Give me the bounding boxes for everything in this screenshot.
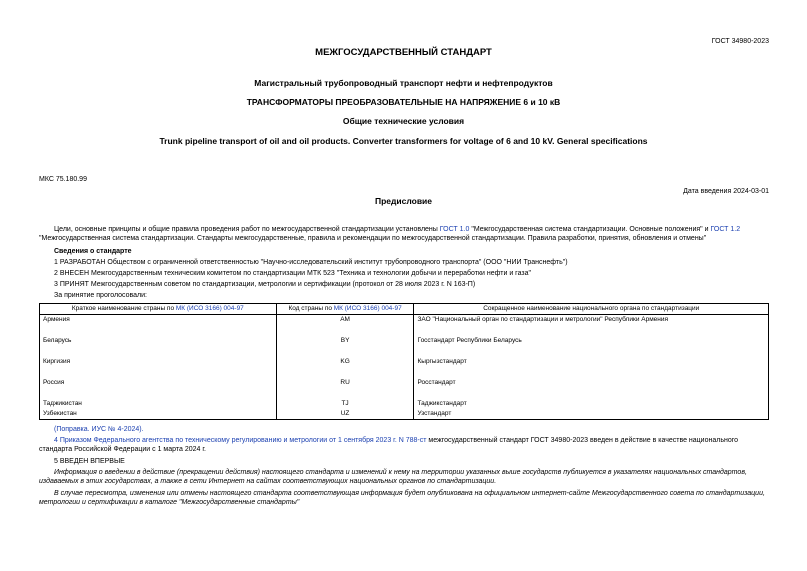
title-english: Trunk pipeline transport of oil and oil products. Converter transformers for voltage of 6 and 10 kV. General specifications [159, 136, 648, 146]
info-item-3: 3 ПРИНЯТ Межгосударственным советом по стандартизации, метрологии и сертификации (протокол от 28 июля 2023 г. N 163-П) [54, 281, 476, 288]
table-row [40, 409, 769, 420]
item4-text: межгосударственный стандарт ГОСТ 34980-2023 введен в действие в качестве национального стандарта Российской Федерации с 1 марта 2024 г. [39, 437, 739, 453]
table-row [40, 357, 769, 378]
p1-text-c: "Межгосударственная система стандартизации. Стандарты межгосударственные, правила и рекомендации по межгосударственной стандартизации. Правила разработки, принятия, обновления и отмены" [39, 234, 707, 242]
country-cell: Беларусь [40, 336, 277, 357]
table-row [40, 399, 769, 409]
country-cell: Таджикистан [40, 399, 277, 409]
countries-table [39, 303, 769, 420]
col-code-header [276, 304, 414, 315]
mk-iso-link-2[interactable]: МК (ИСО 3166) 004-97 [333, 305, 402, 312]
code-cell: UZ [276, 409, 414, 420]
info-heading: Сведения о стандарте [54, 248, 132, 255]
code-cell: RU [276, 378, 414, 399]
info-paragraph-2: В случае пересмотра, изменения или отмены настоящего стандарта соответствующая информация будет опубликована на официальном интернет-сайте Межгосударственного совета по стандартизации, метрологии и сертификации в каталоге "Межгосударственные стандарты" [39, 490, 765, 506]
body-cell: Таджикстандарт [414, 399, 769, 409]
gost-1-0-link[interactable]: ГОСТ 1.0 [439, 226, 470, 233]
title-line-3: Общие технические условия [342, 116, 465, 126]
gost-1-2-link[interactable]: ГОСТ 1.2 [710, 226, 741, 233]
code-cell: KG [276, 357, 414, 378]
vote-label: За принятие проголосовали: [54, 292, 147, 299]
foreword-paragraph [39, 226, 769, 244]
col1-text: Краткое наименование страны по [71, 305, 176, 312]
introduction-date: Дата введения 2024-03-01 [683, 188, 769, 195]
info-item-1: 1 РАЗРАБОТАН Обществом с ограниченной ответственностью "Научно-исследовательский институт трубопроводного транспорта" (ООО "НИИ Транснефть") [54, 259, 568, 266]
body-cell: Узстандарт [414, 409, 769, 420]
gost-code: ГОСТ 34980-2023 [711, 38, 769, 45]
table-header-row [40, 304, 769, 315]
info-item-4 [39, 437, 769, 455]
table-row [40, 315, 769, 336]
body-cell: Кыргызстандарт [414, 357, 769, 378]
table-row [40, 336, 769, 357]
mks-code: МКС 75.180.99 [39, 176, 87, 183]
country-cell: Узбекистан [40, 409, 277, 420]
col2-text: Код страны по [288, 305, 334, 312]
doc-type-heading: МЕЖГОСУДАРСТВЕННЫЙ СТАНДАРТ [315, 47, 492, 58]
info-paragraph-1: Информация о введении в действие (прекращении действия) настоящего стандарта и изменений к нему на территории указанных выше государств публикуется в указателях национальных стандартов, издаваемых в этих государствах, а также в сети Интернет на сайтах соответствующих национальных органов по стандартизации. [39, 469, 747, 485]
code-cell: BY [276, 336, 414, 357]
title-line-1: Магистральный трубопроводный транспорт нефти и нефтепродуктов [254, 78, 553, 88]
country-cell: Армения [40, 315, 277, 336]
col-country-header [40, 304, 277, 315]
body-cell: Росстандарт [414, 378, 769, 399]
correction-note[interactable]: (Поправка. ИУС № 4-2024). [54, 426, 144, 433]
code-cell: TJ [276, 399, 414, 409]
title-line-2: ТРАНСФОРМАТОРЫ ПРЕОБРАЗОВАТЕЛЬНЫЕ НА НАПРЯЖЕНИЕ 6 и 10 кВ [246, 97, 561, 107]
code-cell: AM [276, 315, 414, 336]
p1-text-b: "Межгосударственная система стандартизации. Основные положения" и [469, 226, 711, 233]
country-cell: Киргизия [40, 357, 277, 378]
info-item-5: 5 ВВЕДЕН ВПЕРВЫЕ [54, 458, 125, 465]
table-row [40, 378, 769, 399]
p1-text-a: Цели, основные принципы и общие правила проведения работ по межгосударственной стандартизации установлены [54, 226, 440, 233]
body-cell: ЗАО "Национальный орган по стандартизации и метрологии" Республики Армения [414, 315, 769, 336]
body-cell: Госстандарт Республики Беларусь [414, 336, 769, 357]
order-link[interactable]: 4 Приказом Федерального агентства по техническому регулированию и метрологии от 1 сентября 2023 г. N 788-ст [54, 437, 427, 444]
mk-iso-link-1[interactable]: МК (ИСО 3166) 004-97 [175, 305, 244, 312]
foreword-heading: Предисловие [374, 196, 433, 206]
col-body-header: Сокращенное наименование национального органа по стандартизации [414, 304, 769, 315]
info-item-2: 2 ВНЕСЕН Межгосударственным техническим комитетом по стандартизации МТК 523 "Техника и технологии добычи и переработки нефти и газа" [54, 270, 531, 277]
country-cell: Россия [40, 378, 277, 399]
